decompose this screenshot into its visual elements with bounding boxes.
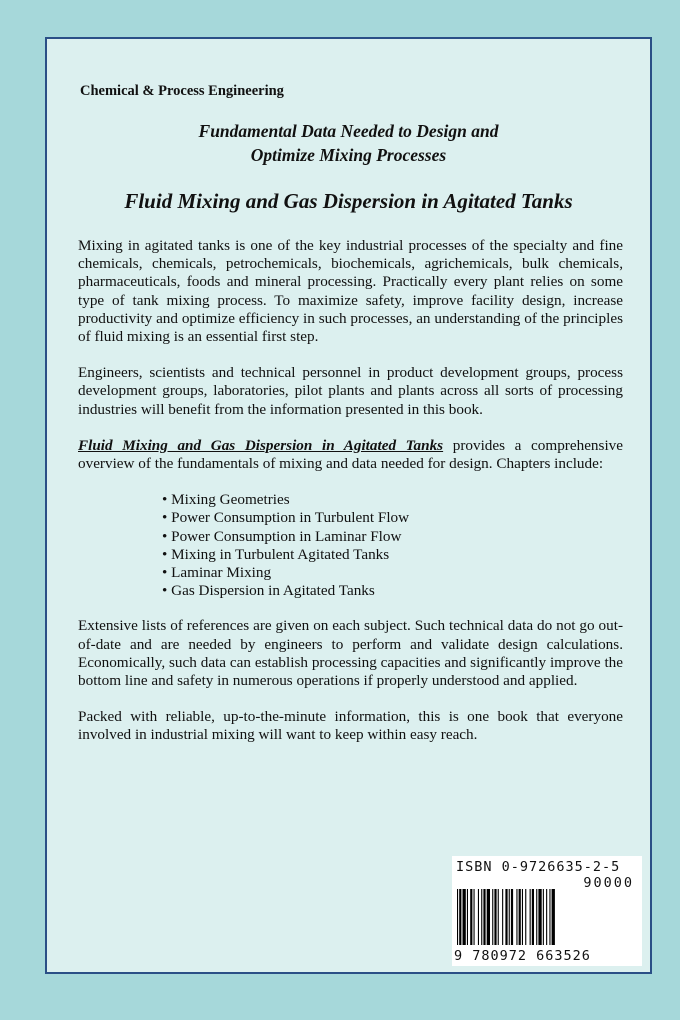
barcode-bar [516,889,517,945]
paragraph-audience: Engineers, scientists and technical personnel in product development groups, process development groups, laboratories, pilot plants and plants across all sorts of processing industries will benefit from the information presented in this book. [78,364,623,418]
isbn-number: ISBN 0-9726635-2-5 [456,859,621,875]
barcode-bar [511,889,513,945]
barcode-bar [509,889,510,945]
barcode-bar [536,889,537,945]
barcode-bar [532,889,534,945]
barcode-bar [481,889,482,945]
barcode-bar [483,889,485,945]
barcode-bar [519,889,521,945]
paragraph-overview [78,437,623,473]
chapter-item: • Mixing in Turbulent Agitated Tanks [162,546,623,564]
barcode-bar [530,889,531,945]
chapter-list [78,491,623,600]
ean-number: 9 780972 663526 [454,948,591,964]
barcode-bar [543,889,544,945]
barcode-bar [552,889,555,945]
price-code: 90000 [583,875,634,891]
book-title-reference: Fluid Mixing and Gas Dispersion in Agitated Tanks [78,436,444,454]
tagline-line-2: Optimize Mixing Processes [250,145,447,165]
description-body [78,237,623,763]
barcode-bar [525,889,526,945]
tagline [47,119,650,167]
paragraph-references: Extensive lists of references are given on each subject. Such technical data do not go out-of-date and are needed by engineers to perform and validate design calculations. Economically, such data can establish processing capacities and significantly improve the bottom line and safety in numerous operations if properly understood and applied. [78,617,623,690]
barcode-bar [492,889,493,945]
barcode-bar [457,889,458,945]
barcode-bar [467,889,468,945]
chapter-item: • Laminar Mixing [162,564,623,582]
barcode-bar [498,889,499,945]
category-label: Chemical & Process Engineering [80,83,284,99]
isbn-barcode [452,856,642,966]
chapter-item: • Power Consumption in Turbulent Flow [162,509,623,527]
tagline-line-1: Fundamental Data Needed to Design and [198,121,499,141]
barcode-bar [470,889,472,945]
barcode-bar [502,889,503,945]
barcode-bar [487,889,490,945]
barcode-bar [538,889,541,945]
chapter-item: • Gas Dispersion in Agitated Tanks [162,582,623,600]
barcode-bar [549,889,550,945]
barcode-bar [474,889,475,945]
barcode-bars [457,889,637,945]
back-cover-panel [45,37,652,974]
barcode-bar [459,889,461,945]
barcode-bar [478,889,479,945]
barcode-bar [505,889,507,945]
barcode-bar [546,889,547,945]
barcode-bar [494,889,496,945]
book-title: Fluid Mixing and Gas Dispersion in Agitated Tanks [124,189,573,213]
barcode-bar [522,889,523,945]
overview-text: provides a comprehensive overview of the fundamentals of mixing and data needed for design. Chapters include: [78,436,623,473]
chapter-item: • Mixing Geometries [162,491,623,509]
paragraph-closing: Packed with reliable, up-to-the-minute information, this is one book that everyone involved in industrial mixing will want to keep within easy reach. [78,708,623,744]
paragraph-intro: Mixing in agitated tanks is one of the key industrial processes of the specialty and fine chemicals, chemicals, petrochemicals, biochemicals, agrichemicals, bulk chemicals, pharmaceuticals, foods and mineral processing. Practically every plant relies on some type of tank mixing process. To maximize safety, improve facility design, increase productivity and optimize efficiency in such processes, an understanding of the principles of fluid mixing is an essential first step. [78,237,623,346]
barcode-bar [463,889,466,945]
chapter-item: • Power Consumption in Laminar Flow [162,528,623,546]
